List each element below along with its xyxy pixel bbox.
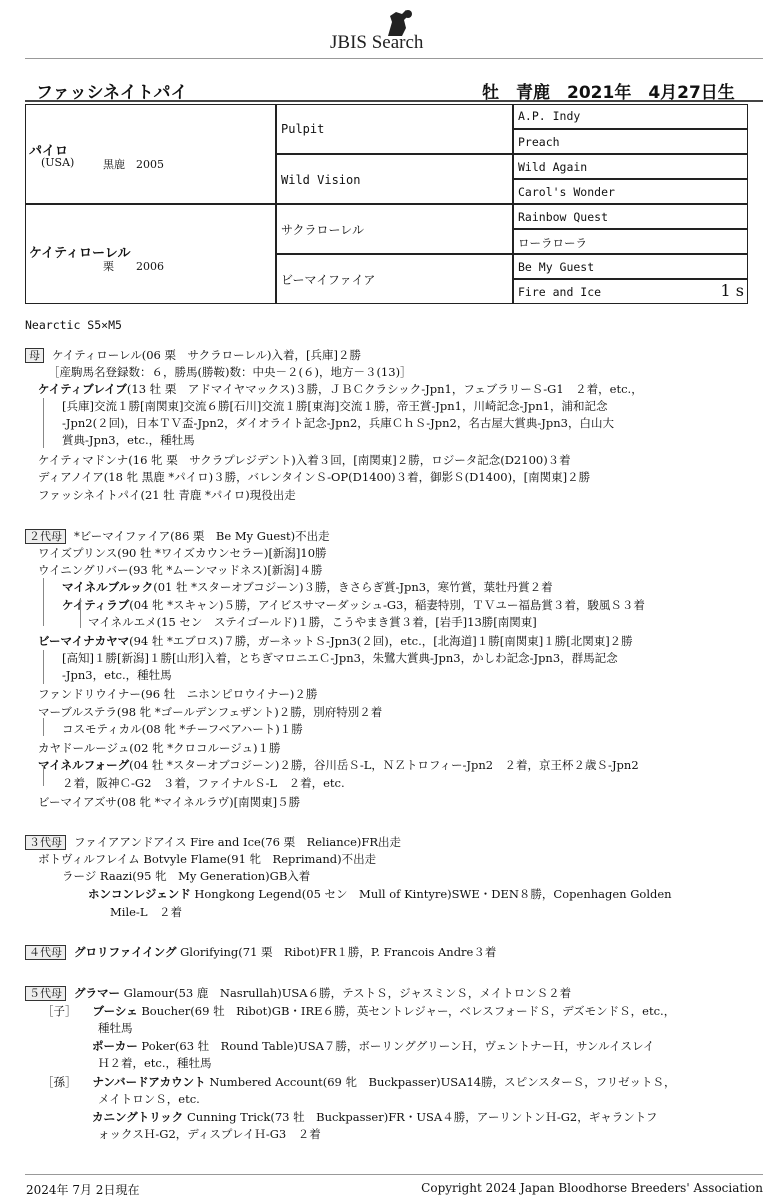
family-line xyxy=(38,686,317,702)
family-line xyxy=(62,597,645,613)
g3-name[interactable]: Carol's Wonder xyxy=(518,185,615,199)
line-text: *ビーマイファイア(86 栗 Be My Guest)不出走 xyxy=(74,529,330,543)
line-text: (04 牡 *スターオブコジーン)２勝，谷川岳Ｓ-L，ＮＺトロフィー-Jpn2 ２着，京王杯２歳Ｓ-Jpn2 xyxy=(129,758,639,772)
family-line xyxy=(38,704,382,720)
generation-header xyxy=(25,528,330,544)
family-line xyxy=(62,667,172,683)
indent-guide xyxy=(43,578,44,626)
inbreeding-note: Nearctic S5×M5 xyxy=(25,318,122,332)
horse-link[interactable]: グロリファイイング xyxy=(74,945,177,959)
sire-name[interactable]: パイロ xyxy=(29,144,69,159)
line-text: ビーマイアズサ(08 牝 *マイネルラヴ)[南関東]５勝 xyxy=(38,795,301,809)
line-text: カヤドールージュ(02 牝 *クロコルージュ)１勝 xyxy=(38,741,281,755)
pedigree-dam-cell xyxy=(25,204,276,304)
line-text: Ｈ２着，etc.，種牡馬 xyxy=(98,1056,212,1070)
horse-link[interactable]: マイネルブルック xyxy=(62,580,154,594)
line-text: ファッシネイトパイ(21 牡 青鹿 *パイロ)現役出走 xyxy=(38,488,296,502)
indent-guide xyxy=(43,650,44,684)
line-text: Hongkong Legend(05 セン Mull of Kintyre)SWE・DEN８勝，Copenhagen Golden xyxy=(190,887,672,901)
line-text: -Jpn3，etc.，種牡馬 xyxy=(62,668,172,682)
dam-sire-name[interactable]: サクラローレル xyxy=(281,223,364,237)
footer-date: 2024年 7月 2日現在 xyxy=(26,1183,140,1197)
family-line xyxy=(98,1091,200,1107)
family-line xyxy=(62,579,553,595)
relation-prefix: ［孫］ xyxy=(42,1075,77,1089)
horse-name: ファッシネイトパイ xyxy=(36,83,188,103)
pedigree-g3-cell xyxy=(513,104,748,129)
g3-name[interactable]: A.P. Indy xyxy=(518,109,581,123)
horse-info: 牡 青鹿 2021年 4月27日生 xyxy=(482,83,735,103)
indent-guide xyxy=(43,398,44,448)
header-divider xyxy=(25,58,763,59)
pedigree-g3-cell xyxy=(513,279,748,304)
line-text: Glorifying(71 栗 Ribot)FR１勝，P. Francois Andre３着 xyxy=(176,945,497,959)
family-line xyxy=(62,432,195,448)
horse-link[interactable]: ケイティラブ xyxy=(62,598,130,612)
family-line xyxy=(62,415,614,431)
line-text: ファイアアンドアイス Fire and Ice(76 栗 Reliance)FR出走 xyxy=(74,835,402,849)
horse-link[interactable]: ポーカー xyxy=(92,1039,138,1053)
line-text: 賞典-Jpn3，etc.，種牡馬 xyxy=(62,433,195,447)
pedigree-sire-cell xyxy=(25,104,276,204)
line-text: (04 牝 *スキャン)５勝，アイビスサマーダッシュ-G3，稲妻特別，ＴＶユー福島賞３着，駿風Ｓ３着 xyxy=(129,598,645,612)
sire-origin: (USA) xyxy=(41,156,75,169)
footer-copyright: Copyright 2024 Japan Bloodhorse Breeders' Association xyxy=(421,1181,763,1195)
generation-tag: ５代母 xyxy=(25,986,66,1001)
line-text: ファンドリウイナー(96 牡 ニホンピロウイナー)２勝 xyxy=(38,687,318,701)
line-text: (94 牡 *エブロス)７勝，ガーネットＳ-Jpn3(２回)，etc.，[北海道]１勝[南関東]１勝[北関東]２勝 xyxy=(129,634,633,648)
dam-color-year: 栗 2006 xyxy=(103,260,164,273)
family-line xyxy=(92,1109,657,1125)
generation-tag: ４代母 xyxy=(25,945,66,960)
line-text: Cunning Trick(73 牡 Buckpasser)FR・USA４勝，アーリントンＨ-G2，ギャラントフ xyxy=(183,1110,658,1124)
line-text: Mile-L ２着 xyxy=(110,905,182,919)
g3-name[interactable]: ローラローラ xyxy=(518,236,587,250)
g3-name[interactable]: Rainbow Quest xyxy=(518,210,609,224)
family-line xyxy=(38,452,571,468)
family-line xyxy=(62,650,618,666)
family-line xyxy=(62,398,608,414)
line-text: Poker(63 牡 Round Table)USA７勝，ボーリンググリーンＨ，ヴェントナーＨ，サンルイスレイ xyxy=(137,1039,655,1053)
line-text: Boucher(69 牡 Ribot)GB・IRE６勝，英セントレジャー，ベレスフォードＳ，デズモンドＳ，etc.， xyxy=(137,1004,676,1018)
relation-prefix: ［子］ xyxy=(42,1004,77,1018)
family-line xyxy=(38,487,296,503)
line-text: マーブルステラ(98 牝 *ゴールデンフェザント)２勝，別府特別２着 xyxy=(38,705,383,719)
family-line xyxy=(62,868,310,884)
line-text: ケイティローレル(06 栗 サクラローレル)入着，[兵庫]２勝 xyxy=(52,348,362,362)
line-text: ２着，阪神Ｃ-G2 ３着，ファイナルＳ-L ２着，etc. xyxy=(62,776,345,790)
family-line xyxy=(48,364,412,380)
family-line xyxy=(38,381,643,397)
pedigree-dam-dam-cell xyxy=(276,254,513,304)
pedigree-g3-cell xyxy=(513,229,748,254)
pedigree-g3-cell xyxy=(513,154,748,179)
line-text: ワイズプリンス(90 牡 *ワイズカウンセラー)[新潟]10勝 xyxy=(38,546,327,560)
logo-text: JBIS Search xyxy=(330,32,424,53)
family-line xyxy=(62,775,345,791)
family-line xyxy=(92,1038,654,1054)
family-code: 1 s xyxy=(720,281,744,300)
family-line xyxy=(62,721,303,737)
family-line xyxy=(38,794,300,810)
sire-color-year: 黒鹿 2005 xyxy=(103,158,164,171)
line-text: メイトロンＳ，etc. xyxy=(98,1092,200,1106)
family-line xyxy=(110,904,182,920)
pedigree-g3-cell xyxy=(513,129,748,154)
line-text: ウイニングリバー(93 牝 *ムーンマッドネス)[新潟]４勝 xyxy=(38,563,323,577)
generation-tag: 母 xyxy=(25,348,44,363)
horse-link[interactable]: ホンコンレジェンド xyxy=(88,887,191,901)
family-line xyxy=(88,886,672,902)
generation-header xyxy=(25,985,571,1001)
family-line xyxy=(38,469,590,485)
line-text: ディアノイア(18 牝 黒鹿 *パイロ)３勝，バレンタインＳ-OP(D1400)３着，御影Ｓ(D1400)，[南関東]２勝 xyxy=(38,470,591,484)
line-text: (01 牡 *スターオブコジーン)３勝，きさらぎ賞-Jpn3，寒竹賞，葉牡丹賞２着 xyxy=(153,580,553,594)
pedigree-table xyxy=(25,104,748,304)
generation-tag: ３代母 xyxy=(25,835,66,850)
horse-link[interactable]: ブーシェ xyxy=(92,1004,138,1018)
horse-link[interactable]: マイネルフォーグ xyxy=(38,758,130,772)
horse-link[interactable]: ケイティブレイブ xyxy=(38,382,127,396)
family-line xyxy=(38,851,376,867)
g3-name[interactable]: Be My Guest xyxy=(518,260,595,274)
line-text: コスモティカル(08 牝 *チーフベアハート)１勝 xyxy=(62,722,303,736)
family-line xyxy=(42,1074,675,1090)
family-line xyxy=(38,740,281,756)
line-text: ［産駒馬名登録数：６，勝馬(勝鞍)数：中央－２(６)，地方－３(13)］ xyxy=(48,365,412,379)
line-text: ケイティマドンナ(16 牝 栗 サクラプレジデント)入着３回，[南関東]２勝，ロジータ記念(D2100)３着 xyxy=(38,453,571,467)
pedigree-dam-sire-cell xyxy=(276,204,513,254)
horse-link[interactable]: ビーマイナカヤマ xyxy=(38,634,130,648)
horse-link[interactable]: カニングトリック xyxy=(92,1110,184,1124)
family-line xyxy=(98,1055,212,1071)
line-text: [兵庫]交流１勝[南関東]交流６勝[石川]交流１勝[東海]交流１勝，帝王賞-Jpn1，川崎記念-Jpn1，浦和記念 xyxy=(62,399,608,413)
g3-name[interactable]: Preach xyxy=(518,135,560,149)
pedigree-sire-dam-cell xyxy=(276,154,513,204)
line-text: ボトヴィルフレイム Botvyle Flame(91 牝 Reprimand)不出走 xyxy=(38,852,377,866)
pedigree-g3-cell xyxy=(513,204,748,229)
g3-name[interactable]: Wild Again xyxy=(518,160,588,174)
line-text: [高知]１勝[新潟]１勝[山形]入着，とちぎマロニエＣ-Jpn3，朱鷺大賞典-Jpn3，かしわ記念-Jpn3，群馬記念 xyxy=(62,651,618,665)
family-line xyxy=(98,1126,321,1142)
pedigree-g3-cell xyxy=(513,179,748,204)
indent-guide xyxy=(80,598,81,628)
family-line xyxy=(38,562,322,578)
line-text: 種牡馬 xyxy=(98,1021,133,1035)
horse-link[interactable]: ナンバードアカウント xyxy=(92,1075,206,1089)
line-text: マイネルエメ(15 セン ステイゴールド)１勝，こうやまき賞３着，[岩手]13勝[南関東] xyxy=(88,615,537,629)
title-divider xyxy=(25,100,763,102)
g3-name[interactable]: Fire and Ice xyxy=(518,285,602,299)
pedigree-g3-cell xyxy=(513,254,748,279)
generation-header xyxy=(25,944,496,960)
generation-header xyxy=(25,834,401,850)
generation-tag: ２代母 xyxy=(25,529,66,544)
family-line xyxy=(38,545,327,561)
jbis-logo[interactable] xyxy=(330,6,460,54)
pedigree-sire-sire-cell xyxy=(276,104,513,154)
indent-guide xyxy=(43,718,44,736)
horse-link[interactable]: グラマー xyxy=(74,986,120,1000)
footer-divider xyxy=(25,1174,763,1175)
dam-name[interactable]: ケイティローレル xyxy=(29,246,131,261)
family-line xyxy=(38,633,633,649)
family-line xyxy=(42,1003,675,1019)
family-line xyxy=(88,614,537,630)
line-text: -Jpn2(２回)，日本ＴＶ盃-Jpn2，ダイオライト記念-Jpn2，兵庫ＣｈＳ-Jpn2，名古屋大賞典-Jpn3，白山大 xyxy=(62,416,614,430)
line-text: (13 牡 栗 アドマイヤマックス)３勝，ＪＢＣクラシック-Jpn1，フェブラリーＳ-G1 ２着，etc.， xyxy=(126,382,643,396)
line-text: Glamour(53 鹿 Nasrullah)USA６勝，テストＳ，ジャスミンＳ，メイトロンＳ２着 xyxy=(120,986,572,1000)
sire-sire-name[interactable]: Pulpit xyxy=(281,122,325,136)
family-line xyxy=(98,1020,133,1036)
generation-header xyxy=(25,347,361,363)
line-text: Numbered Account(69 牝 Buckpasser)USA14勝，スピンスターＳ，フリゼットＳ， xyxy=(205,1075,676,1089)
sire-dam-name[interactable]: Wild Vision xyxy=(281,173,361,187)
dam-dam-name[interactable]: ビーマイファイア xyxy=(281,273,376,287)
indent-guide xyxy=(43,766,44,786)
line-text: ォックスＨ-G2，ディスプレイＨ-G3 ２着 xyxy=(98,1127,321,1141)
family-line xyxy=(38,757,639,773)
line-text: ラージ Raazi(95 牝 My Generation)GB入着 xyxy=(62,869,311,883)
